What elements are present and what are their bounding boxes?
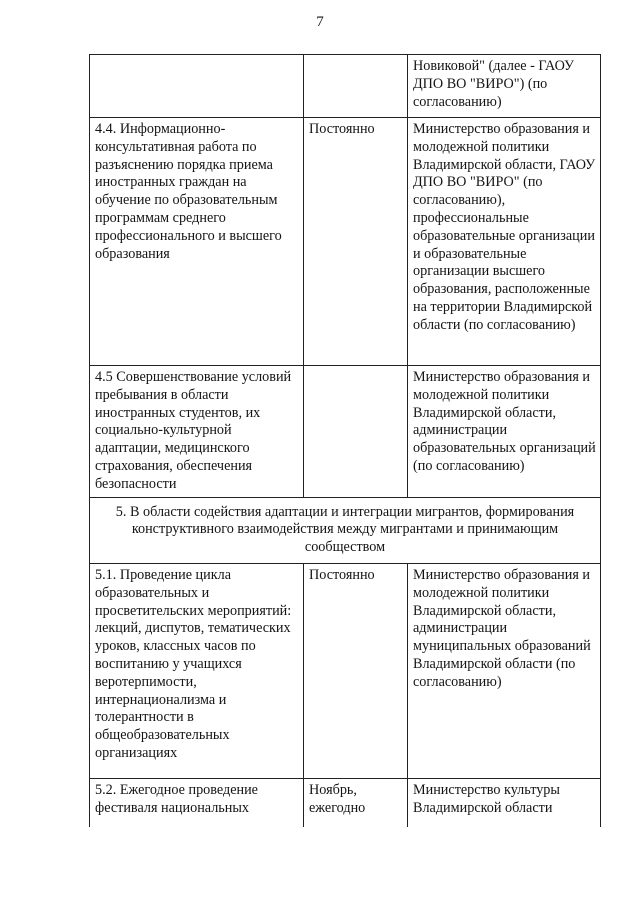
cell-activity: 4.5 Совершенствование условий пребывания в области иностранных студентов, их социально-культурной адаптации, медицинского страхования, обеспечения безопасности — [90, 366, 304, 498]
cell-term: Постоянно — [304, 563, 408, 778]
cell-executors: Министерство образования и молодежной политики Владимирской области, ГАОУ ДПО ВО "ВИРО" (по согласованию), профессиональные образовательные организации и образовательные организации высшего образования, расположенные на территории Владимирской области (по согласованию) — [408, 118, 601, 366]
cell-term — [304, 366, 408, 498]
cell-term: Постоянно — [304, 118, 408, 366]
cell-activity: 5.2. Ежегодное проведение фестиваля национальных — [90, 778, 304, 827]
section-header-row — [90, 497, 601, 563]
cell-executors: Новиковой" (далее - ГАОУ ДПО ВО "ВИРО") (по согласованию) — [408, 55, 601, 118]
cell-executors: Министерство образования и молодежной политики Владимирской области, администрации муниципальных образований Владимирской области (по согласованию) — [408, 563, 601, 778]
cell-term — [304, 55, 408, 118]
cell-activity: 5.1. Проведение цикла образовательных и просветительских мероприятий: лекций, диспутов, тематических уроков, классных часов по воспитанию у учащихся веротерпимости, интернационализма и толерантности в общеобразовательных организациях — [90, 563, 304, 778]
section-5-title: 5. В области содействия адаптации и интеграции мигрантов, формирования конструктивного взаимодействия между мигрантами и принимающим сообществом — [90, 497, 601, 563]
cell-activity — [90, 55, 304, 118]
cell-executors: Министерство образования и молодежной политики Владимирской области, администрации образовательных организаций (по согласованию) — [408, 366, 601, 498]
cell-executors: Министерство культуры Владимирской области — [408, 778, 601, 827]
table-row-5-2 — [90, 778, 601, 827]
table-row-5-1 — [90, 563, 601, 778]
measures-table — [89, 54, 601, 827]
table-row-4-5 — [90, 366, 601, 498]
table-row-continuation — [90, 55, 601, 118]
cell-term: Ноябрь, ежегодно — [304, 778, 408, 827]
page-number: 7 — [316, 14, 324, 30]
table-row-4-4 — [90, 118, 601, 366]
cell-activity: 4.4. Информационно-консультативная работа по разъяснению порядка приема иностранных граждан на обучение по образовательным программам среднего профессионального и высшего образования — [90, 118, 304, 366]
